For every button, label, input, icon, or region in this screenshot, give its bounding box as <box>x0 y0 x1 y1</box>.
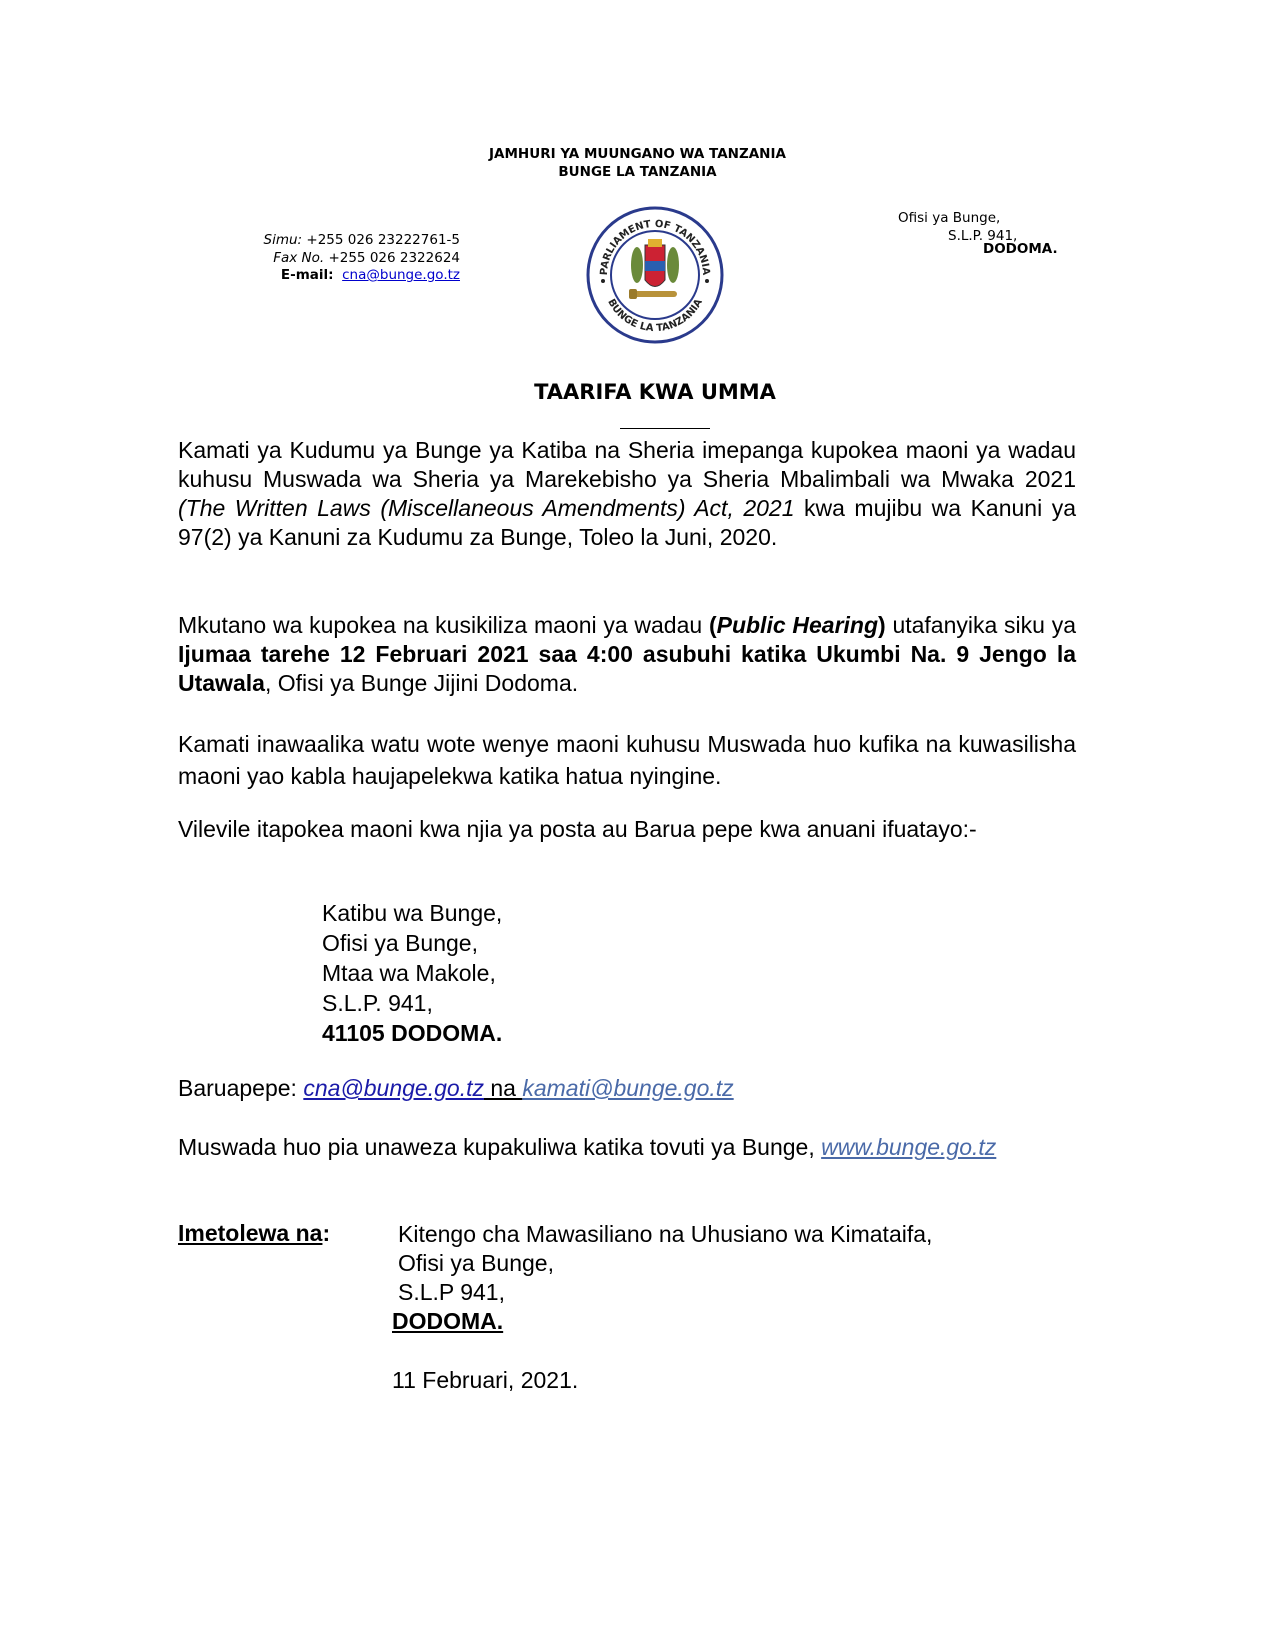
paragraph-hearing: Mkutano wa kupokea na kusikiliza maoni ya wadau (Public Hearing) utafanyika siku ya Ijumaa tarehe 12 Februari 2021 saa 4:00 asubuhi katika Ukumbi Na. 9 Jengo la Utawala, Ofisi ya Bunge Jijini Dodoma. <box>178 612 1076 696</box>
issued-by-block: Kitengo cha Mawasiliano na Uhusiano wa Kimataifa, Ofisi ya Bunge, S.L.P 941, DODOMA. <box>392 1221 933 1334</box>
parliament-seal-icon <box>585 205 725 345</box>
office-line: Ofisi ya Bunge, <box>898 210 1001 226</box>
title-rule <box>620 428 710 429</box>
city-line: DODOMA. <box>983 241 1058 257</box>
fax-line: Fax No. +255 026 2322624 <box>273 249 460 266</box>
notice-title: TAARIFA KWA UMMA <box>534 380 776 404</box>
paragraph-invitation: Kamati inawaalika watu wote wenye maoni kuhusu Muswada huo kufika na kuwasilisha maoni yao kabla haujapelekwa katika hatua nyingine. <box>178 731 1076 789</box>
parliament-heading: BUNGE LA TANZANIA <box>558 164 717 180</box>
seal-top-text: PARLIAMENT OF TANZANIA <box>598 218 712 276</box>
email-line: E-mail: cna@bunge.go.tz <box>280 267 460 283</box>
website-paragraph: Muswada huo pia unaweza kupakuliwa katika tovuti ya Bunge, www.bunge.go.tz <box>178 1134 997 1160</box>
postal-address: Katibu wa Bunge, Ofisi ya Bunge, Mtaa wa Makole, S.L.P. 941, 41105 DODOMA. <box>322 900 503 1046</box>
email-link-kamati[interactable]: kamati@bunge.go.tz <box>522 1075 734 1101</box>
po-box-line: S.L.P. 941, <box>948 228 1018 244</box>
country-heading: JAMHURI YA MUUNGANO WA TANZANIA <box>489 146 786 162</box>
email-link-cna[interactable]: cna@bunge.go.tz <box>303 1075 484 1101</box>
paragraph-intro: Kamati ya Kudumu ya Bunge ya Katiba na Sheria imepanga kupokea maoni ya wadau kuhusu Muswada wa Sheria ya Marekebisho ya Sheria Mbalimbali wa Mwaka 2021 (The Written Laws (Miscellaneous Amendments) Act, 2021 kwa mujibu wa Kanuni ya 97(2) ya Kanuni za Kudumu za Bunge, Toleo la Juni, 2020. <box>178 437 1076 550</box>
seal-bottom-text: BUNGE LA TANZANIA <box>605 297 705 335</box>
email-paragraph: Baruapepe: cna@bunge.go.tz na kamati@bunge.go.tz <box>178 1075 734 1101</box>
header-email-link[interactable]: cna@bunge.go.tz <box>342 267 460 283</box>
website-link[interactable]: www.bunge.go.tz <box>821 1134 997 1160</box>
issue-date: 11 Februari, 2021. <box>392 1367 579 1393</box>
paragraph-submission: Vilevile itapokea maoni kwa njia ya posta au Barua pepe kwa anuani ifuatayo:- <box>178 816 977 842</box>
phone-line: Simu: +255 026 23222761-5 <box>263 232 460 248</box>
issued-by-label: Imetolewa na: <box>178 1220 331 1246</box>
contact-block <box>240 232 460 285</box>
